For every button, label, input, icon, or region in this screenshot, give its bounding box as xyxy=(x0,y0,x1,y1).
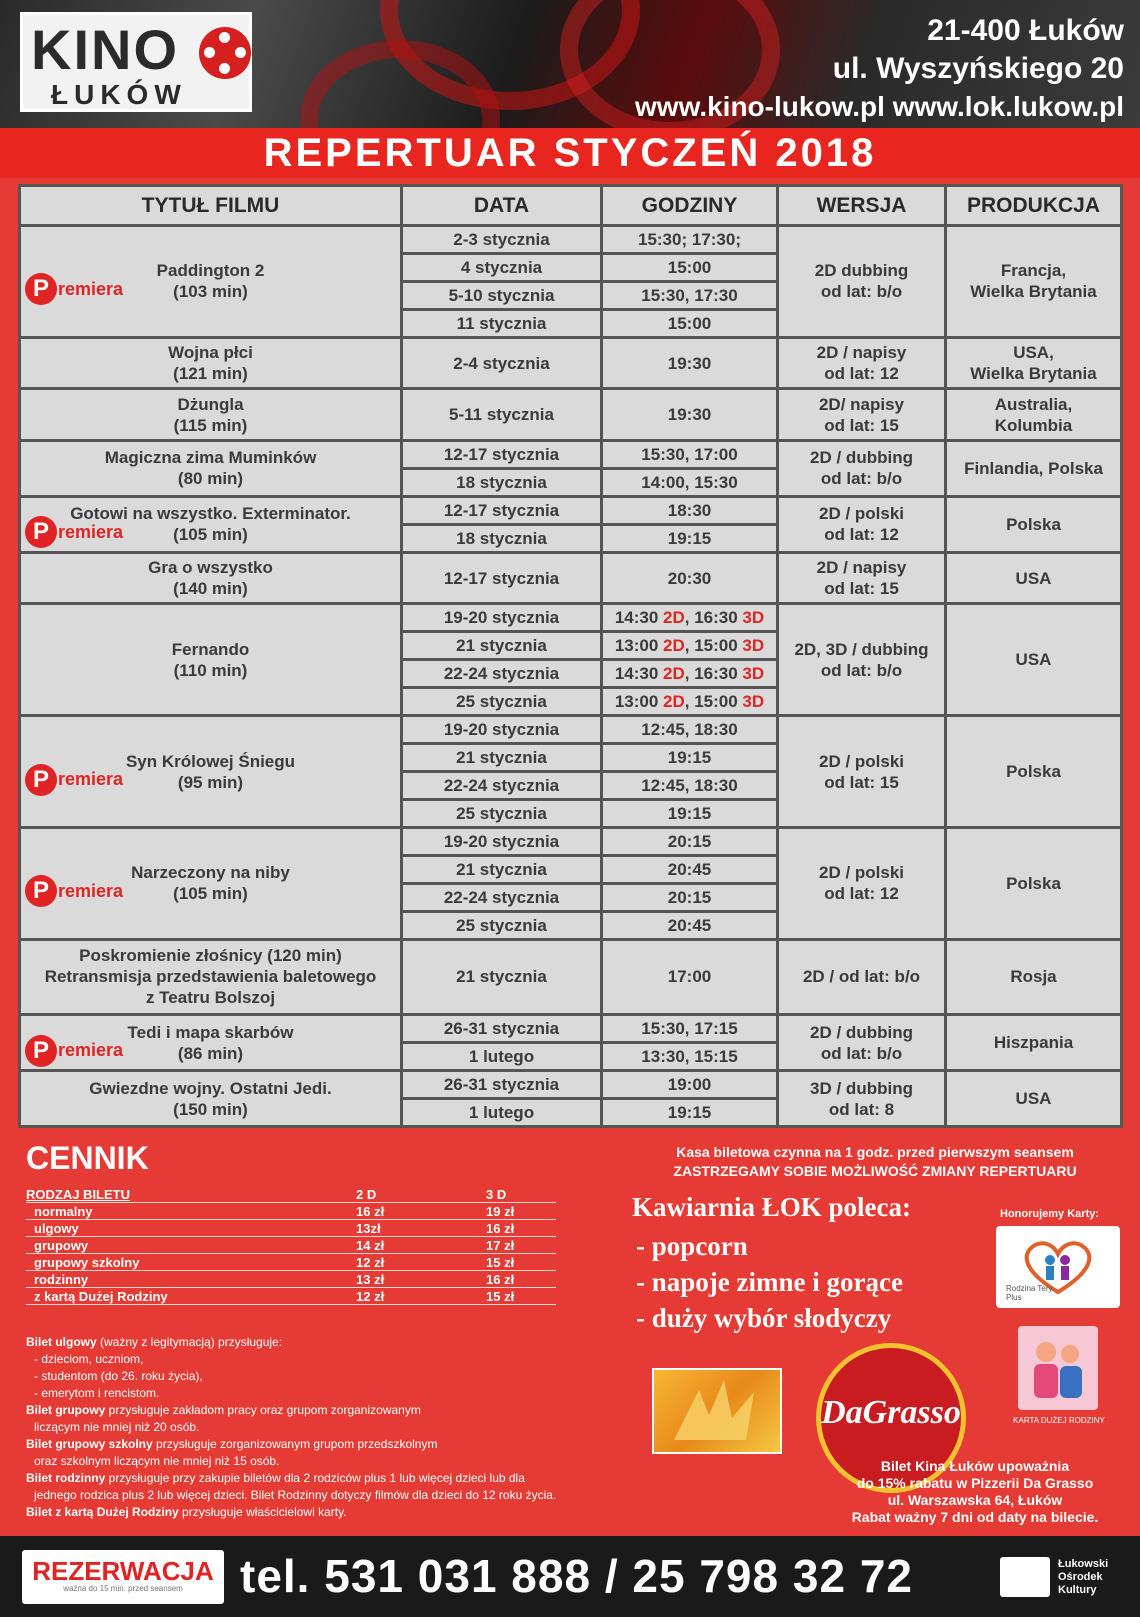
movie-production: USA xyxy=(946,1071,1122,1127)
movie-title-text: Wojna płci (121 min) xyxy=(168,343,253,384)
note-line: jednego rodzica plus 2 lub więcej dzieci. Bilet Rodzinny dotyczy filmów dla dzieci do 12 roku życia. xyxy=(34,1488,557,1502)
page-title: REPERTUAR STYCZEŃ 2018 xyxy=(0,128,1140,178)
premiere-label: remiera xyxy=(58,1040,124,1061)
family-people-icon xyxy=(1018,1326,1098,1410)
header-date: DATA xyxy=(402,186,602,226)
show-date: 19-20 stycznia xyxy=(402,604,602,632)
phone-numbers[interactable]: tel. 531 031 888 / 25 798 32 72 xyxy=(240,1550,913,1602)
ticket-type: z kartą Dużej Rodziny xyxy=(34,1289,168,1304)
show-date: 12-17 stycznia xyxy=(402,441,602,469)
movie-version: 2D dubbing od lat: b/o xyxy=(778,226,946,338)
movie-title[interactable] xyxy=(20,552,402,604)
show-date: 4 stycznia xyxy=(402,253,602,281)
film-reel-icon xyxy=(199,27,251,79)
price-3d: 16 zł xyxy=(486,1221,515,1236)
premiere-p-icon: P xyxy=(25,516,57,548)
show-date: 21 stycznia xyxy=(402,744,602,772)
movie-title[interactable] xyxy=(20,226,402,338)
table-row xyxy=(20,389,1122,441)
movie-title-text: Gwiezdne wojny. Ostatni Jedi. (150 min) xyxy=(89,1078,332,1119)
note-bold: Bilet grupowy xyxy=(26,1403,106,1417)
show-hours[interactable]: 15:00 xyxy=(602,309,778,337)
show-hours[interactable]: 20:45 xyxy=(602,855,778,883)
pricelist-header-2d: 2 D xyxy=(356,1187,377,1202)
price-3d: 15 zł xyxy=(486,1255,515,1270)
show-hours[interactable]: 13:00 2D, 15:00 3D xyxy=(602,688,778,716)
movie-title-text: Tedi i mapa skarbów (86 min) xyxy=(127,1022,294,1063)
show-hours[interactable]: 19:15 xyxy=(602,800,778,828)
show-hours[interactable]: 14:00, 15:30 xyxy=(602,468,778,496)
movie-version: 2D / polski od lat: 12 xyxy=(778,496,946,552)
premiere-label: remiera xyxy=(58,521,124,542)
show-hours[interactable]: 15:30, 17:15 xyxy=(602,1015,778,1043)
note-line: Bilet ulgowy (ważny z legitymacją) przysługuje: xyxy=(26,1335,283,1349)
format-tag: 3D xyxy=(742,692,765,712)
movie-title[interactable] xyxy=(20,939,402,1014)
show-date: 21 stycznia xyxy=(402,632,602,660)
movie-production: Finlandia, Polska xyxy=(946,441,1122,497)
ticket-type: grupowy xyxy=(34,1238,89,1253)
show-hours[interactable]: 19:15 xyxy=(602,1098,778,1126)
show-date: 2-4 stycznia xyxy=(402,337,602,389)
show-hours[interactable]: 15:30, 17:30 xyxy=(602,281,778,309)
reservation-button[interactable] xyxy=(22,1550,224,1604)
movie-version: 3D / dubbing od lat: 8 xyxy=(778,1071,946,1127)
show-date: 22-24 stycznia xyxy=(402,660,602,688)
cafe-title: Kawiarnia ŁOK poleca: xyxy=(632,1192,911,1222)
price-row xyxy=(26,1203,556,1220)
movie-version: 2D / napisy od lat: 12 xyxy=(778,337,946,389)
show-hours[interactable]: 19:15 xyxy=(602,744,778,772)
movie-title[interactable] xyxy=(20,1015,402,1071)
show-date: 22-24 stycznia xyxy=(402,772,602,800)
show-date: 21 stycznia xyxy=(402,939,602,1014)
movie-production: Polska xyxy=(946,828,1122,940)
movie-title-text: Gra o wszystko (140 min) xyxy=(148,558,273,599)
premiere-p-icon: P xyxy=(25,764,57,796)
show-date: 2-3 stycznia xyxy=(402,226,602,254)
movie-title-text: Fernando (110 min) xyxy=(171,639,250,680)
note-line: - emerytom i rencistom. xyxy=(34,1386,160,1400)
movie-version: 2D / dubbing od lat: b/o xyxy=(778,1015,946,1071)
price-2d: 16 zł xyxy=(356,1204,385,1219)
premiere-label: remiera xyxy=(58,880,124,901)
movie-title[interactable] xyxy=(20,1071,402,1127)
note-bold: Bilet grupowy szkolny xyxy=(26,1437,153,1451)
show-date: 5-11 stycznia xyxy=(402,389,602,441)
pricelist-header xyxy=(26,1186,556,1203)
pricelist-table xyxy=(26,1186,556,1305)
price-row xyxy=(26,1254,556,1271)
show-hours[interactable]: 20:15 xyxy=(602,828,778,856)
movie-title[interactable] xyxy=(20,828,402,940)
movie-production: USA xyxy=(946,552,1122,604)
premiere-badge xyxy=(25,1035,123,1067)
table-row xyxy=(20,441,1122,469)
movie-title[interactable] xyxy=(20,716,402,828)
premiere-p-icon: P xyxy=(25,1035,57,1067)
note-line: oraz szkolnym liczącym nie mniej niż 15 osób. xyxy=(34,1454,280,1468)
show-hours[interactable]: 17:00 xyxy=(602,939,778,1014)
pricelist-header-type: RODZAJ BILETU xyxy=(26,1187,130,1202)
header-version: WERSJA xyxy=(778,186,946,226)
lok-name: Łukowski Ośrodek Kultury xyxy=(1058,1557,1109,1596)
honored-cards-label: Honorujemy Karty: xyxy=(1000,1208,1100,1220)
table-row xyxy=(20,716,1122,744)
reservation-note: ważna do 15 min. przed seansem xyxy=(63,1584,183,1593)
pricelist-header-3d: 3 D xyxy=(486,1187,507,1202)
show-date: 11 stycznia xyxy=(402,309,602,337)
logo-lukow-text: ŁUKÓW xyxy=(51,79,187,110)
price-row xyxy=(26,1288,556,1305)
table-row xyxy=(20,1071,1122,1099)
ticket-notes xyxy=(26,1334,616,1521)
show-date: 25 stycznia xyxy=(402,800,602,828)
lok-logo xyxy=(1000,1550,1130,1604)
format-tag: 2D xyxy=(663,636,685,656)
format-tag: 3D xyxy=(742,664,765,684)
format-tag: 3D xyxy=(742,636,765,656)
movie-version: 2D / od lat: b/o xyxy=(778,939,946,1014)
show-date: 12-17 stycznia xyxy=(402,552,602,604)
table-row xyxy=(20,939,1122,1014)
price-2d: 12 zł xyxy=(356,1255,385,1270)
reservation-label: REZERWACJA xyxy=(32,1556,214,1586)
movie-version: 2D / polski od lat: 15 xyxy=(778,716,946,828)
show-date: 26-31 stycznia xyxy=(402,1071,602,1099)
discount-line: ul. Warszawska 64, Łuków xyxy=(887,1492,1063,1508)
show-hours[interactable]: 13:30, 15:15 xyxy=(602,1043,778,1071)
discount-line: do 15% rabatu w Pizzerii Da Grasso xyxy=(856,1475,1094,1491)
header-title: TYTUŁ FILMU xyxy=(20,186,402,226)
price-2d: 14 zł xyxy=(356,1238,385,1253)
movie-title[interactable] xyxy=(20,337,402,389)
price-3d: 16 zł xyxy=(486,1272,515,1287)
note-line: liczącym nie mniej niż 20 osób. xyxy=(34,1420,200,1434)
leaf-icon xyxy=(654,1370,780,1452)
show-hours[interactable]: 12:45, 18:30 xyxy=(602,716,778,744)
price-row xyxy=(26,1237,556,1254)
note-bold: Bilet z kartą Dużej Rodziny xyxy=(26,1505,179,1519)
ticket-type: ulgowy xyxy=(34,1221,79,1236)
movie-version: 2D/ napisy od lat: 15 xyxy=(778,389,946,441)
premiere-badge xyxy=(25,516,123,548)
movie-version: 2D, 3D / dubbing od lat: b/o xyxy=(778,604,946,716)
show-date: 22-24 stycznia xyxy=(402,883,602,911)
box-office-info xyxy=(620,1143,1130,1181)
family-card-text: Rodzina Tery Plus xyxy=(1006,1284,1053,1302)
dagrasso-logo: DaGrasso xyxy=(816,1343,966,1493)
show-date: 26-31 stycznia xyxy=(402,1015,602,1043)
header-hours: GODZINY xyxy=(602,186,778,226)
movie-title-text: Magiczna zima Muminków (80 min) xyxy=(104,448,317,489)
movie-title[interactable] xyxy=(20,441,402,497)
table-row xyxy=(20,604,1122,632)
note-line: Bilet rodzinny przysługuje przy zakupie biletów dla 2 rodziców plus 1 lub więcej dzieci lub dla xyxy=(26,1471,525,1485)
show-date: 19-20 stycznia xyxy=(402,828,602,856)
format-tag: 2D xyxy=(663,692,685,712)
pricelist-title: CENNIK xyxy=(26,1140,149,1176)
show-date: 25 stycznia xyxy=(402,911,602,939)
movie-title-text: Paddington 2 (103 min) xyxy=(156,261,265,302)
movie-title-text: Narzeczony na niby (105 min) xyxy=(131,863,290,904)
movie-title[interactable] xyxy=(20,604,402,716)
box-office-hours: Kasa biletowa czynna na 1 godz. przed pierwszym seansem xyxy=(676,1144,1074,1160)
table-row xyxy=(20,1015,1122,1043)
show-hours[interactable]: 19:15 xyxy=(602,524,778,552)
format-tag: 2D xyxy=(663,664,685,684)
footer xyxy=(0,1536,1140,1617)
movie-production: USA, Wielka Brytania xyxy=(946,337,1122,389)
show-hours[interactable]: 18:30 xyxy=(602,496,778,524)
note-line: Bilet z kartą Dużej Rodziny przysługuje właścicielowi karty. xyxy=(26,1505,347,1519)
price-3d: 17 zł xyxy=(486,1238,515,1253)
show-date: 1 lutego xyxy=(402,1098,602,1126)
discount-line: Rabat ważny 7 dni od daty na bilecie. xyxy=(851,1509,1099,1525)
price-row xyxy=(26,1220,556,1237)
format-tag: 3D xyxy=(742,608,765,628)
discount-info xyxy=(820,1458,1130,1526)
movie-production: Hiszpania xyxy=(946,1015,1122,1071)
price-3d: 19 zł xyxy=(486,1204,515,1219)
show-hours[interactable]: 20:15 xyxy=(602,883,778,911)
show-hours[interactable]: 19:00 xyxy=(602,1071,778,1099)
show-hours[interactable]: 15:30, 17:00 xyxy=(602,441,778,469)
price-2d: 13 zł xyxy=(356,1272,385,1287)
note-line: Bilet grupowy przysługuje zakładom pracy oraz grupom zorganizowanym xyxy=(26,1403,421,1417)
schedule-change-notice: ZASTRZEGAMY SOBIE MOŻLIWOŚĆ ZMIANY REPERTUARU xyxy=(673,1163,1077,1179)
table-row xyxy=(20,337,1122,389)
kino-logo[interactable] xyxy=(20,12,252,112)
show-date: 18 stycznia xyxy=(402,524,602,552)
header xyxy=(0,0,1140,128)
show-hours[interactable]: 12:45, 18:30 xyxy=(602,772,778,800)
big-family-card-caption: KARTA DUŻEJ RODZINY xyxy=(1013,1416,1105,1425)
movie-production: Francja, Wielka Brytania xyxy=(946,226,1122,338)
cafe-items xyxy=(636,1228,903,1336)
show-date: 5-10 stycznia xyxy=(402,281,602,309)
ticket-type: rodzinny xyxy=(34,1272,89,1287)
movie-title-text: Syn Królowej Śniegu (95 min) xyxy=(125,751,296,792)
movie-title-text: Dżungla (115 min) xyxy=(173,394,248,435)
table-row xyxy=(20,226,1122,254)
cafe-item: - popcorn xyxy=(636,1231,748,1261)
discount-line: Bilet Kina Łuków upoważnia xyxy=(880,1458,1070,1474)
show-date: 1 lutego xyxy=(402,1043,602,1071)
table-row xyxy=(20,828,1122,856)
note-line: - dzieciom, uczniom, xyxy=(34,1352,144,1366)
premiere-label: remiera xyxy=(58,769,124,790)
price-3d: 15 zł xyxy=(486,1289,515,1304)
family-card-logo xyxy=(996,1226,1120,1308)
format-tag: 2D xyxy=(663,608,685,628)
movie-production: Polska xyxy=(946,496,1122,552)
note-line: - studentom (do 26. roku życia), xyxy=(34,1369,203,1383)
show-date: 19-20 stycznia xyxy=(402,716,602,744)
ticket-type: grupowy szkolny xyxy=(34,1255,140,1270)
show-date: 18 stycznia xyxy=(402,468,602,496)
movie-version: 2D / dubbing od lat: b/o xyxy=(778,441,946,497)
address-city: 21-400 Łuków xyxy=(927,14,1124,47)
table-row xyxy=(20,552,1122,604)
note-bold: Bilet ulgowy xyxy=(26,1335,97,1349)
note-bold: Bilet rodzinny xyxy=(26,1471,106,1485)
show-hours[interactable]: 15:30; 17:30; xyxy=(602,226,778,254)
movie-title-text: Poskromienie złośnicy (120 min) Retransmisja przedstawienia baletowego z Teatru Bolszoj xyxy=(44,946,377,1008)
movie-production: USA xyxy=(946,604,1122,716)
show-hours[interactable]: 19:30 xyxy=(602,389,778,441)
show-date: 21 stycznia xyxy=(402,855,602,883)
big-family-card-logo xyxy=(1018,1326,1098,1410)
show-hours[interactable]: 19:30 xyxy=(602,337,778,389)
price-2d: 12 zł xyxy=(356,1289,385,1304)
premiere-badge xyxy=(25,273,123,305)
movie-production: Rosja xyxy=(946,939,1122,1014)
repertoire-table xyxy=(18,184,1120,1128)
premiere-p-icon: P xyxy=(25,875,57,907)
show-hours[interactable]: 14:30 2D, 16:30 3D xyxy=(602,660,778,688)
premiere-badge xyxy=(25,875,123,907)
movie-title[interactable] xyxy=(20,389,402,441)
premiere-label: remiera xyxy=(58,278,124,299)
show-hours[interactable]: 15:00 xyxy=(602,253,778,281)
movie-version: 2D / polski od lat: 12 xyxy=(778,828,946,940)
show-date: 12-17 stycznia xyxy=(402,496,602,524)
lok-mark-icon xyxy=(1000,1557,1050,1597)
movie-title[interactable] xyxy=(20,496,402,552)
movie-production: Australia, Kolumbia xyxy=(946,389,1122,441)
address-block xyxy=(635,12,1124,126)
movie-version: 2D / napisy od lat: 15 xyxy=(778,552,946,604)
premiere-badge xyxy=(25,764,123,796)
note-line: Bilet grupowy szkolny przysługuje zorganizowanym grupom przedszkolnym xyxy=(26,1437,438,1451)
show-date: 25 stycznia xyxy=(402,688,602,716)
premiere-p-icon: P xyxy=(25,273,57,305)
logo-kino-text: KINO xyxy=(31,18,179,81)
show-hours[interactable]: 13:00 2D, 15:00 3D xyxy=(602,632,778,660)
autumn-logo xyxy=(652,1368,782,1454)
cafe-item: - napoje zimne i gorące xyxy=(636,1267,903,1297)
websites-link[interactable]: www.kino-lukow.pl www.lok.lukow.pl xyxy=(635,91,1124,122)
ticket-type: normalny xyxy=(34,1204,93,1219)
movie-production: Polska xyxy=(946,716,1122,828)
cafe-item: - duży wybór słodyczy xyxy=(636,1303,892,1333)
header-production: PRODUKCJA xyxy=(946,186,1122,226)
show-hours[interactable]: 14:30 2D, 16:30 3D xyxy=(602,604,778,632)
show-hours[interactable]: 20:45 xyxy=(602,911,778,939)
price-2d: 13zł xyxy=(356,1221,381,1236)
price-row xyxy=(26,1271,556,1288)
table-row xyxy=(20,496,1122,524)
show-hours[interactable]: 20:30 xyxy=(602,552,778,604)
movie-title-text: Gotowi na wszystko. Exterminator. (105 min) xyxy=(70,504,351,545)
address-street: ul. Wyszyńskiego 20 xyxy=(832,52,1124,85)
